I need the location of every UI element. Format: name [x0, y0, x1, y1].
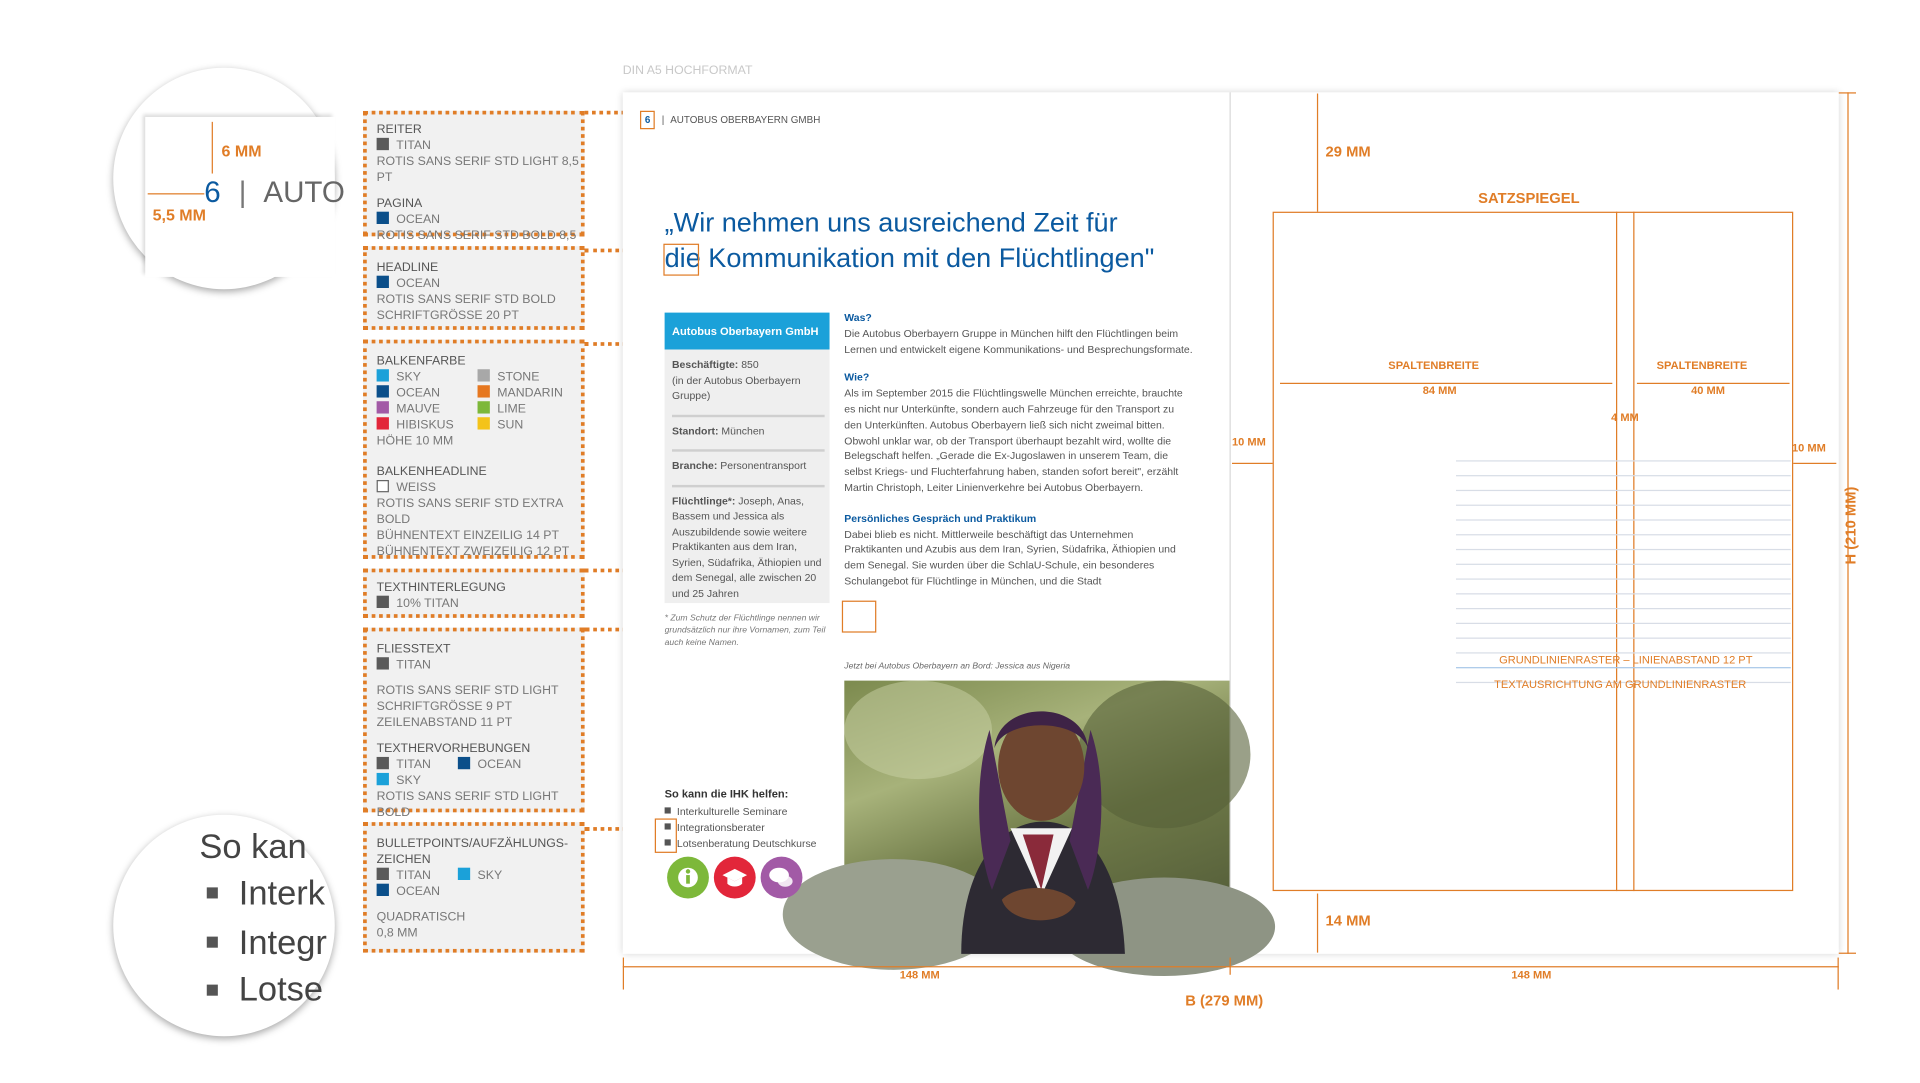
- mag-separator: |: [238, 175, 247, 210]
- mag-bullet-3: Lotse: [238, 969, 324, 1008]
- mag-bullet-1: Interk: [238, 873, 325, 912]
- body-text-marker: [842, 601, 876, 633]
- dim-label-top: 29 MM: [1325, 142, 1371, 160]
- body-text-column: Was? Die Autobus Oberbayern Gruppe in München hilft den Flüchtlingen beim Lernen und entwickelt eigene Kommunikations- und Besprechungsformate. Wie? Als im September 2015 die Flüchtlingswelle München erreichte, brauchte es nicht nur Unterkünfte, sondern auch Fahrzeuge für den Transport zu den Unterkünften. Autobus Oberbayern ließ sich nicht zweimal bitten. Obwohl unklar war, ob der Transport überhaupt bezahlt wird, wollte die Belegschaft helfen. „Gerade die Ex-Jugoslawen in unserem Team, die selbst Kriegs- und Fluchterfahrung haben, standen sofort bereit", erzählt Martin Christoph, Leiter Linienverkehre bei Autobus Oberbayern. Persönliches Gespräch und Praktikum Dabei blieb es nicht. Mittlerweile beschäftigt das Unternehmen Praktikanten und Azubis aus dem Iran, Syrien, Südafrika, Äthiopien und dem Senegal. Sie wurden über die SchlaU-Schule, ein besonderes Schulangebot für Flüchtlinge in München, und die Stadt: [844, 311, 1193, 588]
- left-margin-dim: [1232, 463, 1273, 464]
- col1-label: SPALTENBREITE: [1388, 359, 1479, 372]
- gutter-label: 4 MM: [1611, 411, 1639, 424]
- width-total-label: B (279 MM): [1185, 991, 1264, 1010]
- left-margin-label: 10 MM: [1231, 435, 1266, 448]
- width-right-label: 148 MM: [1511, 968, 1552, 981]
- mag-bullet-heading: So kan: [199, 827, 307, 866]
- right-margin-dim: [1793, 463, 1836, 464]
- grid-label-2: TEXTAUSRICHTUNG AM GRUNDLINIENRASTER: [1494, 678, 1747, 691]
- ihk-item-1: Interkulturelle Seminare: [665, 804, 817, 820]
- mag-header-text: AUTO: [263, 175, 345, 210]
- header-number-box: 6: [640, 111, 655, 129]
- satzspiegel-label: SATZSPIEGEL: [1478, 189, 1580, 207]
- col2-value: 40 MM: [1691, 383, 1725, 397]
- page-header: 6 | AUTOBUS OBERBAYERN GMBH: [640, 111, 820, 129]
- photo-caption: Jetzt bei Autobus Oberbayern an Bord: Jessica aus Nigeria: [844, 662, 1071, 671]
- spec-panel-hinterlegung: TEXTHINTERLEGUNG 10% TITAN: [363, 569, 585, 618]
- ihk-item-2: Integrationsberater: [665, 819, 817, 835]
- spec-panel-fliesstext: FLIESSTEXT TITAN ROTIS SANS SERIF STD LIGHT SCHRIFTGRÖSSE 9 PT ZEILENABSTAND 11 PT TEXTHERVORHEBUNGEN TITAN OCEAN SKY ROTIS SANS SERIF STD LIGHT BOLD: [363, 628, 585, 813]
- grid-label-1: GRUNDLINIENRASTER – LINIENABSTAND 12 PT: [1499, 653, 1753, 666]
- height-total-label: H (210 MM): [1842, 486, 1860, 565]
- bullet-marker: [655, 818, 677, 852]
- width-left-label: 148 MM: [899, 968, 940, 981]
- col2-label: SPALTENBREITE: [1656, 359, 1748, 372]
- chat-icon[interactable]: [761, 857, 803, 899]
- measure-label-6mm: 6 MM: [221, 141, 262, 160]
- ihk-title: So kann die IHK helfen:: [664, 787, 789, 800]
- spread-fold: [1230, 92, 1231, 954]
- spec-panel-bullets: BULLETPOINTS/AUFZÄHLUNGS- ZEICHEN TITAN SKY OCEAN QUADRATISCH 0,8 MM: [363, 822, 585, 952]
- format-label: DIN A5 HOCHFORMAT: [622, 63, 753, 78]
- person-illustration: [844, 681, 1229, 954]
- ihk-item-3: Lotsenberatung Deutschkurse: [665, 835, 817, 851]
- spec-panel-balken: BALKENFARBE SKY STONE OCEAN MANDARIN MAUVE LIME HIBISKUS SUN HÖHE 10 MM BALKENHEADLINE WEISS ROTIS SANS SERIF STD EXTRA BOLD BÜHNENTEXT EINZEILIG 14 PT BÜHNENTEXT ZWEIZEILIG 12 PT: [363, 340, 585, 559]
- info-box-content: Beschäftigte: 850 (in der Autobus Oberbayern Gruppe) Standort: München Branche: Personentransport Flüchtlinge*: Joseph, Anas, Bassem und Jessica als Auszubildende sowie weitere Praktikanten aus dem Iran, Syrien, Südafrika, Äthiopien und dem Senegal, alle zwischen 20 und 25 Jahren: [672, 357, 825, 601]
- headline: „Wir nehmen uns ausreichend Zeit für die Kommunikation mit den Flüchtlingen": [664, 206, 1155, 274]
- footnote: * Zum Schutz der Flüchtlinge nennen wir grundsätzlich nur ihre Vornamen, zum Teil auch keine Namen.: [664, 614, 826, 648]
- spec-panel-headline: HEADLINE OCEAN ROTIS SANS SERIF STD BOLD SCHRIFTGRÖSSE 20 PT: [363, 246, 585, 330]
- ihk-list: [665, 804, 817, 851]
- dim-arrow-bottom: [1317, 894, 1318, 953]
- measure-arrow-horizontal: [148, 193, 205, 194]
- magnifier-pagina: [113, 68, 345, 290]
- measure-arrow-vertical: [212, 122, 213, 174]
- magnifier-bullets: [113, 815, 335, 1037]
- dim-arrow-top: [1317, 94, 1318, 212]
- info-icon[interactable]: [667, 857, 709, 899]
- photo-jessica: [844, 681, 1229, 954]
- dim-label-bottom: 14 MM: [1325, 911, 1371, 930]
- measure-label-5-5mm: 5,5 MM: [152, 205, 206, 224]
- col1-value: 84 MM: [1422, 383, 1457, 397]
- right-margin-label: 10 MM: [1791, 441, 1826, 455]
- mag-page-number: 6: [204, 175, 221, 210]
- info-box-bar: Autobus Oberbayern GmbH: [665, 313, 830, 350]
- spec-panel-reiter-pagina: REITER TITAN ROTIS SANS SERIF STD LIGHT 8,5 PT PAGINA OCEAN ROTIS SANS SERIF STD BOLD 8,5: [363, 111, 585, 237]
- mag-bullet-2: Integr: [238, 923, 327, 962]
- header-text: AUTOBUS OBERBAYERN GMBH: [670, 114, 821, 126]
- headline-marker: [663, 244, 699, 276]
- graduation-cap-icon[interactable]: [714, 857, 756, 899]
